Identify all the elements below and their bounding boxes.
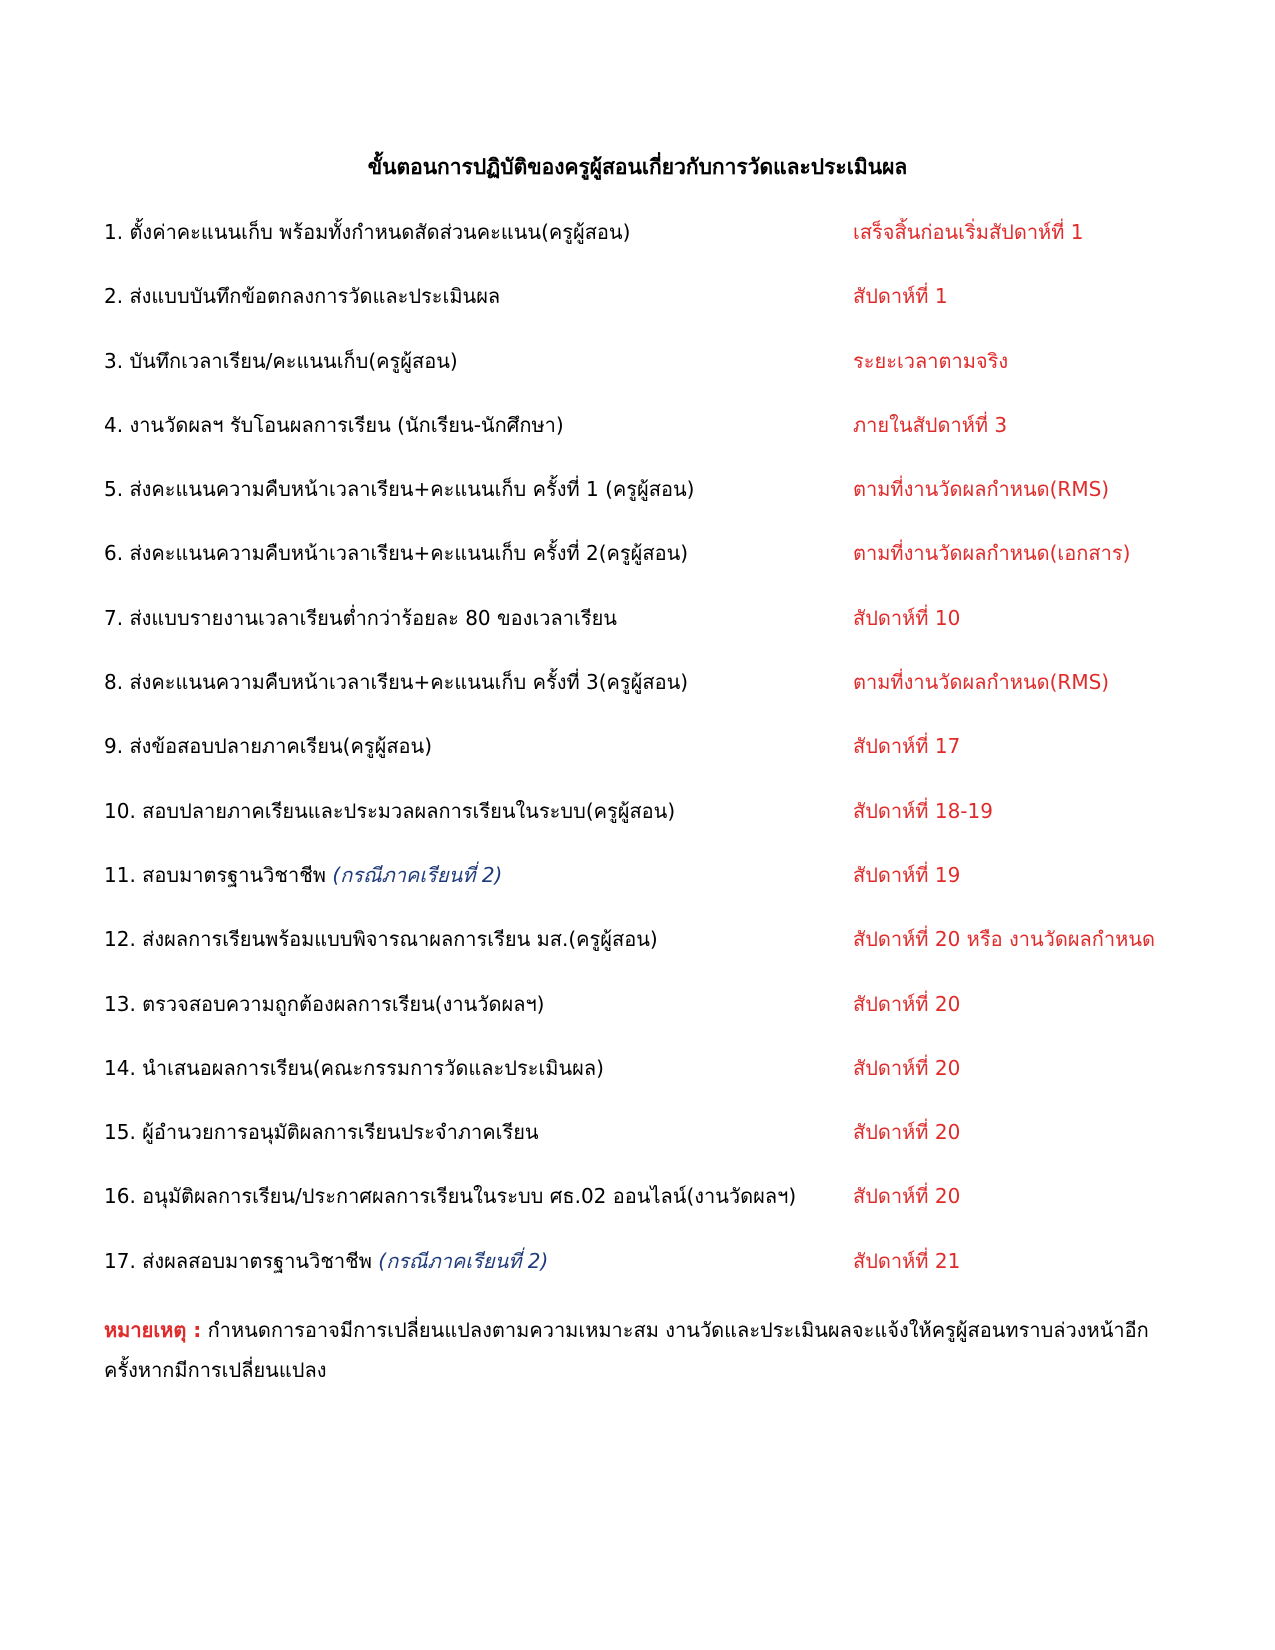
step-item — [104, 667, 1194, 731]
step-item — [104, 796, 1194, 860]
step-deadline: สัปดาห์ที่ 18-19 — [853, 798, 993, 823]
step-deadline: ภายในสัปดาห์ที่ 3 — [853, 412, 1008, 437]
step-item — [104, 1053, 1194, 1117]
step-description — [104, 1181, 796, 1211]
step-description — [104, 1246, 548, 1276]
step-deadline: ระยะเวลาตามจริง — [853, 348, 1009, 373]
step-text: 16. อนุมัติผลการเรียน/ประกาศผลการเรียนในระบบ ศธ.02 ออนไลน์(งานวัดผลฯ) — [104, 1184, 797, 1209]
step-note: (กรณีภาคเรียนที่ 2) — [378, 1248, 549, 1273]
step-item — [104, 924, 1194, 988]
step-deadline: สัปดาห์ที่ 21 — [853, 1248, 961, 1273]
step-note: (กรณีภาคเรียนที่ 2) — [332, 862, 503, 887]
step-text: 3. บันทึกเวลาเรียน/คะแนนเก็บ(ครูผู้สอน) — [104, 348, 458, 373]
step-deadline: ตามที่งานวัดผลกำหนด(เอกสาร) — [853, 541, 1131, 566]
step-text: 14. นำเสนอผลการเรียน(คณะกรรมการวัดและประเมินผล) — [104, 1055, 604, 1080]
step-text: 9. ส่งข้อสอบปลายภาคเรียน(ครูผู้สอน) — [104, 734, 433, 759]
step-description — [104, 410, 564, 440]
step-item — [104, 1246, 1194, 1310]
step-item — [104, 281, 1194, 345]
step-description — [104, 667, 688, 697]
step-text: 7. ส่งแบบรายงานเวลาเรียนต่ำกว่าร้อยละ 80 ของเวลาเรียน — [104, 605, 617, 630]
step-text: 12. ส่งผลการเรียนพร้อมแบบพิจารณาผลการเรียน มส.(ครูผู้สอน) — [104, 927, 658, 952]
step-description — [104, 603, 617, 633]
step-description — [104, 281, 500, 311]
step-description — [104, 731, 432, 761]
step-deadline: ตามที่งานวัดผลกำหนด(RMS) — [853, 477, 1110, 502]
step-description — [104, 1053, 604, 1083]
remark-label: หมายเหตุ : — [104, 1318, 202, 1342]
step-description — [104, 346, 458, 376]
remark-text: กำหนดการอาจมีการเปลี่ยนแปลงตามความเหมาะสม งานวัดและประเมินผลจะแจ้งให้ครูผู้สอนทราบล่วงหน้าอีกครั้งหากมีการเปลี่ยนแปลง — [104, 1318, 1149, 1382]
step-deadline: สัปดาห์ที่ 17 — [853, 734, 961, 759]
step-text: 2. ส่งแบบบันทึกข้อตกลงการวัดและประเมินผล — [104, 284, 501, 309]
step-description — [104, 860, 502, 890]
step-item — [104, 217, 1194, 281]
step-deadline: สัปดาห์ที่ 20 — [853, 1120, 961, 1145]
step-deadline: สัปดาห์ที่ 19 — [853, 862, 961, 887]
step-deadline: ตามที่งานวัดผลกำหนด(RMS) — [853, 670, 1110, 695]
step-text: 13. ตรวจสอบความถูกต้องผลการเรียน(งานวัดผลฯ) — [104, 991, 545, 1016]
step-text: 8. ส่งคะแนนความคืบหน้าเวลาเรียน+คะแนนเก็บ ครั้งที่ 3(ครูผู้สอน) — [104, 670, 689, 695]
step-text: 15. ผู้อำนวยการอนุมัติผลการเรียนประจำภาคเรียน — [104, 1120, 539, 1145]
step-item — [104, 538, 1194, 602]
step-description — [104, 217, 630, 247]
step-text: 17. ส่งผลสอบมาตรฐานวิชาชีพ — [104, 1248, 379, 1273]
step-deadline: สัปดาห์ที่ 20 — [853, 991, 961, 1016]
step-description — [104, 1117, 539, 1147]
step-text: 5. ส่งคะแนนความคืบหน้าเวลาเรียน+คะแนนเก็บ ครั้งที่ 1 (ครูผู้สอน) — [104, 477, 695, 502]
step-text: 11. สอบมาตรฐานวิชาชีพ — [104, 862, 333, 887]
remark — [104, 1310, 1164, 1390]
step-text: 6. ส่งคะแนนความคืบหน้าเวลาเรียน+คะแนนเก็บ ครั้งที่ 2(ครูผู้สอน) — [104, 541, 689, 566]
step-deadline: สัปดาห์ที่ 20 — [853, 1055, 961, 1080]
step-deadline: เสร็จสิ้นก่อนเริ่มสัปดาห์ที่ 1 — [853, 220, 1084, 244]
step-description — [104, 538, 688, 568]
step-deadline: สัปดาห์ที่ 10 — [853, 605, 961, 630]
step-description — [104, 474, 694, 504]
step-description — [104, 924, 658, 954]
step-deadline: สัปดาห์ที่ 20 หรือ งานวัดผลกำหนด — [853, 927, 1155, 952]
step-description — [104, 989, 545, 1019]
step-item — [104, 1117, 1194, 1181]
step-item — [104, 603, 1194, 667]
document-title: ขั้นตอนการปฏิบัติของครูผู้สอนเกี่ยวกับการวัดและประเมินผล — [367, 155, 908, 179]
step-item — [104, 860, 1194, 924]
step-item — [104, 410, 1194, 474]
steps-list — [104, 217, 1194, 1310]
step-item — [104, 731, 1194, 795]
step-deadline: สัปดาห์ที่ 20 — [853, 1184, 961, 1209]
step-item — [104, 474, 1194, 538]
step-text: 1. ตั้งค่าคะแนนเก็บ พร้อมทั้งกำหนดสัดส่วนคะแนน(ครูผู้สอน) — [104, 220, 631, 244]
step-description — [104, 796, 675, 826]
step-item — [104, 346, 1194, 410]
step-item — [104, 1181, 1194, 1245]
step-text: 4. งานวัดผลฯ รับโอนผลการเรียน (นักเรียน-นักศึกษา) — [104, 412, 564, 437]
step-deadline: สัปดาห์ที่ 1 — [853, 284, 948, 309]
step-text: 10. สอบปลายภาคเรียนและประมวลผลการเรียนในระบบ(ครูผู้สอน) — [104, 798, 676, 823]
step-item — [104, 989, 1194, 1053]
